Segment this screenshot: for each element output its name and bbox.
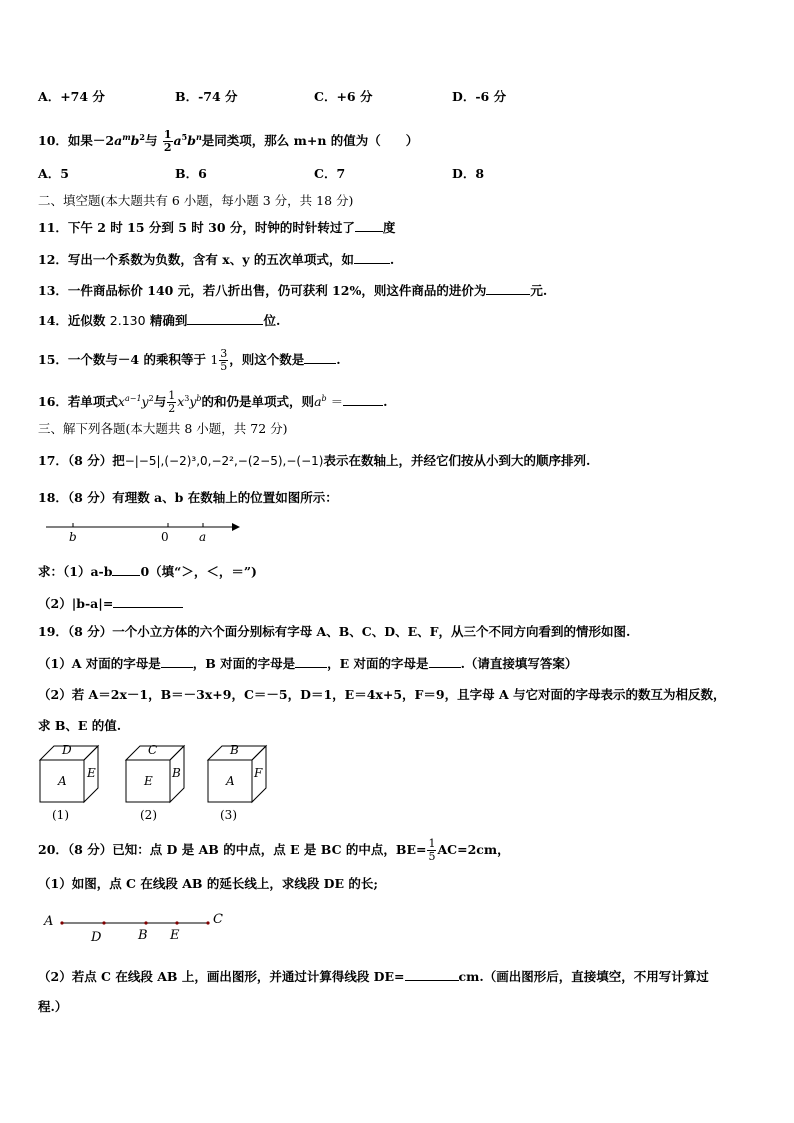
q11-blank — [355, 218, 383, 232]
q20-2-pre: （2）若点 C 在线段 AB 上，画出图形，并通过计算得线段 DE= — [38, 969, 405, 984]
q16-y1: y — [141, 394, 149, 410]
section-3-heading: 三、解下列各题(本大题共 8 小题，共 72 分) — [38, 421, 288, 436]
q17-end: 表示在数轴上，并经它们按从小到大的顺序排列. — [323, 453, 591, 468]
cube-2-top: C — [148, 743, 158, 757]
q18-label-zero: 0 — [161, 530, 169, 544]
q16-y2: y — [189, 394, 197, 410]
q15-blank — [304, 350, 336, 364]
q19-1-a: （1）A 对面的字母是 — [38, 656, 161, 671]
q15-whole: 1 — [210, 352, 219, 367]
q20-frac-num: 1 — [428, 837, 436, 850]
cube-3-top: B — [230, 743, 239, 757]
q11-text: 11．下午 2 时 15 分到 5 时 30 分，时钟的时针转过了 — [38, 220, 355, 235]
q10-suffix: 是同类项，那么 m+n 的值为（ ） — [201, 133, 419, 149]
cube-1-front: A — [58, 774, 67, 788]
q13-text: 13．一件商品标价 140 元，若八折出售，仍可获利 12%，则这件商品的进价为 — [38, 283, 487, 298]
q14-number: 2.130 — [109, 313, 146, 328]
question-16 — [38, 390, 388, 415]
q15-frac-den: 5 — [220, 360, 228, 373]
q16-equals: ＝ — [330, 394, 344, 410]
q18-part-2 — [38, 594, 183, 613]
q15-tail: . — [336, 352, 341, 367]
q15-fraction — [219, 348, 228, 373]
q15-end: ，则这个数是 — [229, 352, 305, 367]
q9-option-c: C．+6 分 — [314, 89, 373, 104]
q10-sup-m: m — [122, 132, 131, 142]
q18-1-blank — [112, 562, 140, 576]
q16-end: . — [383, 394, 388, 410]
q19-part-2: （2）若 A＝2x－1，B＝－3x+9，C＝－5，D＝1，E＝4x+5，F＝9，且字母 A 与它对面的字母表示的数互为相反数， — [38, 687, 726, 702]
q18-axis-arrow — [232, 523, 240, 531]
cube-2-caption: (2) — [140, 808, 157, 822]
q9-option-a: A．+74 分 — [38, 89, 105, 104]
q20-label-d: D — [91, 930, 102, 945]
cube-1-side: E — [87, 766, 96, 780]
cube-3-front: A — [226, 774, 235, 788]
q16-y2-exp: b — [196, 394, 202, 403]
q10-with: 与 — [145, 133, 158, 149]
q19-part-1 — [38, 654, 577, 673]
question-20 — [38, 838, 510, 863]
section-2-heading: 二、填空题(本大题共有 6 小题，每小题 3 分，共 18 分) — [38, 193, 354, 208]
q16-x2-exp: 3 — [184, 394, 190, 403]
q14-pre: 14．近似数 — [38, 313, 106, 328]
q18-1-mid: 0（填“＞，＜，＝”) — [140, 564, 257, 579]
q16-fraction — [167, 390, 176, 415]
q9-option-d: D．-6 分 — [452, 89, 507, 104]
q20-pre: 20．（8 分）已知：点 D 是 AB 的中点，点 E 是 BC 的中点，BE= — [38, 842, 427, 857]
q19-blank-e — [429, 654, 461, 668]
q14-end: 位. — [263, 313, 281, 328]
q18-1-pre: 求：（1）a-b — [38, 564, 113, 579]
q10-option-d: D．8 — [452, 166, 485, 181]
q16-with: 与 — [153, 394, 167, 410]
q19-part-2-cont: 求 B、E 的值. — [38, 718, 122, 733]
q17-pre: 17．（8 分）把 — [38, 453, 125, 468]
q9-option-b: B．-74 分 — [175, 89, 238, 104]
q20-label-b: B — [138, 928, 148, 943]
q19-blank-b — [295, 654, 327, 668]
q13-end: 元. — [530, 283, 548, 298]
question-10 — [38, 128, 418, 154]
q10-a2: a — [173, 133, 182, 149]
q17-expression: −|−5|,(−2)³,0,−2²,−(2−5),−(−1) — [124, 454, 324, 468]
q16-x1-exp: a−1 — [124, 394, 142, 403]
q12-text: 12．写出一个系数为负数，含有 x、y 的五次单项式，如 — [38, 252, 354, 267]
q10-option-a: A．5 — [38, 166, 69, 181]
cube-2-side: B — [172, 766, 181, 780]
q10-option-c: C．7 — [314, 166, 346, 181]
q10-option-b: B．6 — [175, 166, 207, 181]
q10-a: a — [114, 133, 123, 149]
q16-x2: x — [177, 394, 185, 410]
q15-frac-num: 3 — [220, 347, 228, 360]
q10-sup-n: n — [195, 132, 202, 142]
cube-3-side: F — [254, 766, 263, 780]
q19-blank-a — [161, 654, 193, 668]
q20-2-end: cm.（画出图形后，直接填空，不用写计算过 — [458, 969, 709, 984]
q20-fraction — [427, 838, 436, 863]
q12-blank — [354, 250, 390, 264]
q16-frac-num: 1 — [168, 389, 176, 403]
cube-1-top: D — [62, 743, 72, 757]
q20-label-e: E — [170, 928, 180, 943]
q10-sup-5: 5 — [181, 132, 188, 142]
q20-point-d — [102, 921, 105, 924]
q19-1-c: ，E 对面的字母是 — [327, 656, 429, 671]
q10-b2: b — [187, 133, 196, 149]
q20-label-a: A — [44, 914, 54, 929]
question-12 — [38, 250, 394, 269]
q20-label-c: C — [213, 912, 223, 927]
question-14 — [38, 311, 280, 330]
q20-point-a — [60, 921, 63, 924]
q16-mid: 的和仍是单项式，则 — [201, 394, 315, 410]
q10-frac-num: 1 — [163, 128, 172, 142]
q18-label-b: b — [69, 530, 77, 544]
q12-end: . — [389, 252, 395, 267]
q19-cubes-figure — [38, 744, 278, 808]
q16-y1-exp: 2 — [148, 394, 154, 403]
q11-end: 度 — [382, 220, 396, 235]
q20-part-1: （1）如图，点 C 在线段 AB 的延长线上，求线段 DE 的长; — [38, 876, 379, 891]
q16-a-exp: b — [321, 394, 327, 403]
q10-b: b — [130, 133, 140, 149]
q16-pre: 16．若单项式 — [38, 394, 118, 410]
q20-point-c — [206, 921, 209, 924]
q14-mid: 精确到 — [149, 313, 188, 328]
question-15 — [38, 348, 341, 373]
q16-frac-den: 2 — [168, 402, 176, 416]
q18-label-a: a — [199, 530, 207, 544]
q20-part-2 — [38, 967, 709, 986]
q20-point-e — [175, 921, 178, 924]
q14-blank — [187, 311, 263, 325]
cube-3-caption: (3) — [220, 808, 237, 822]
question-19: 19．（8 分）一个小立方体的六个面分别标有字母 A、B、C、D、E、F，从三个不同方向看到的情形如图. — [38, 624, 631, 639]
question-17 — [38, 452, 590, 470]
question-18: 18．（8 分）有理数 a、b 在数轴上的位置如图所示： — [38, 490, 338, 505]
question-11 — [38, 218, 395, 237]
cube-2-front: E — [144, 774, 153, 788]
cube-1-caption: (1) — [52, 808, 69, 822]
q15-pre: 15．一个数与－4 的乘积等于 — [38, 352, 206, 367]
q10-sup-2: 2 — [139, 132, 145, 142]
q16-blank — [343, 392, 383, 406]
question-13 — [38, 281, 547, 300]
q18-part-1 — [38, 562, 257, 581]
q18-2-blank — [113, 594, 183, 608]
q10-fraction — [163, 129, 173, 154]
q18-2-pre: （2）|b-a|= — [38, 596, 114, 611]
q13-blank — [486, 281, 530, 295]
q20-2-blank — [405, 967, 459, 981]
q16-a: a — [314, 394, 322, 410]
q20-end: AC=2cm， — [437, 842, 510, 857]
q10-frac-den: 2 — [163, 141, 172, 155]
q19-1-b: ，B 对面的字母是 — [192, 656, 296, 671]
q19-1-d: .（请直接填写答案） — [460, 656, 578, 671]
q20-segment-figure — [55, 916, 215, 930]
q20-point-b — [144, 921, 147, 924]
q10-prefix: 10．如果－2 — [38, 133, 115, 149]
q16-x1: x — [117, 394, 125, 410]
q20-part-2-cont: 程.） — [38, 999, 68, 1014]
q20-frac-den: 5 — [428, 850, 436, 863]
